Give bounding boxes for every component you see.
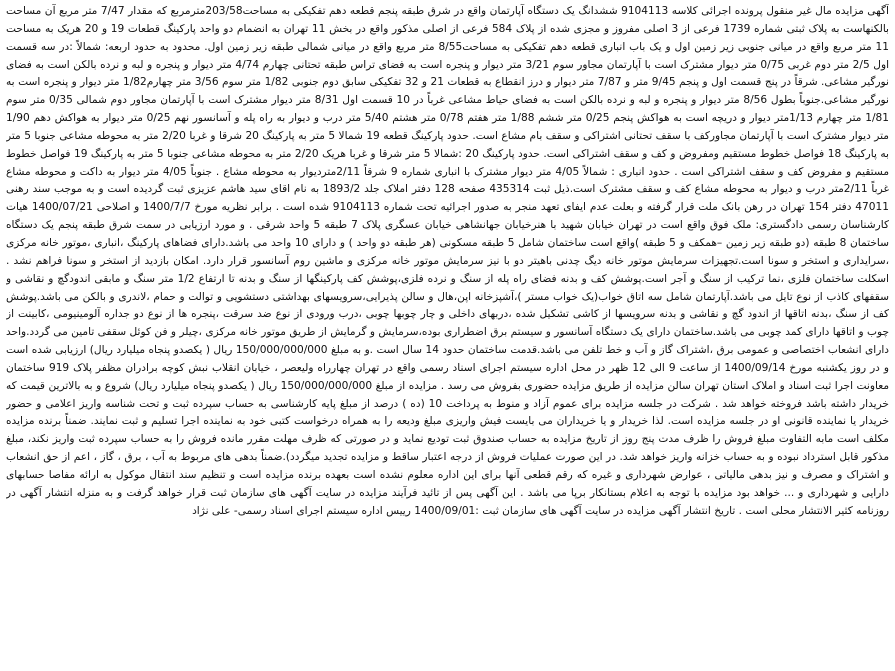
auction-notice-text: آگهی مزایده مال غیر منقول پرونده اجرائی کلاسه 9104113 ششدانگ یک دستگاه آپارتمان واقع در شرق طبقه پنجم قطعه دهم تفکیکی به مساحت203/58مترمربع که مقدار 7/47 متر مربع آن مساحت بالکنهاست به پلاک ثبتی شماره 1739 فرعی از 3 اصلی مفروز و مجزی شده از پلاک 584 فرعی از اصلی مذکور واقع در بخش 11 تهران به انضمام دو واحد پارکینگ قطعات 19 و 20 هریک به مساحت 11 متر مربع واقع در میانی جنوبی زیر زمین اول و یک باب انباری قطعه دهم تفکیکی به مساحت8/55 متر مربع واقع در میانی شمالی طبقه زیر زمین اول. محدود به حدود اربعه: شمالاً :در سه قسمت اول 2/5 متر دوم غربی 0/75 متر دیوار مشترک است با آپارتمان مجاور سوم 3/21 متر دیوار و پنجره است به فضای تراس طبقه تحتانی چهارم 4/74 متر دیوار و پنجره و لبه و نرده بالکن است به فضای نورگیر مشاعی. شرقاً در پنج قسمت اول و پنجم 9/45 متر و 7/87 متر دیوار و درز انقطاع به قطعات 21 و 32 تفکیکی سابق دوم جنوبی 1/82 متر سوم 3/56 متر چهارم1/82 متر دیوار و پنجره است به نورگیر مشاعی.جنوباً بطول 8/56 متر دیوار و پنجره و لبه و نرده بالکن است به فضای حیاط مشاعی غرباً در 10 قسمت اول 8/31 متر دیوار مشترک است با آپارتمان مجاور دوم شمالی 0/35 متر سوم 1/81 متر چهارم 1/13متر دیوار و دریچه است به هواکش پنجم 0/25 متر ششم 1/88 متر هفتم 0/78 متر هشتم 5/40 متر درب و دیوار به راه پله و آسانسور نهم 0/25 متر دیوار به هواکش دهم 1/90 متر دیوار مشترک است با آپارتمان مجاورکف با سقف تحتانی اشتراکی و سقف بام مشاع است. حدود پارکینگ قطعه 19 شمالا 5 متر به پارکینگ 20 شرقا و غربا 2/20 متر به محوطه مشاعی جنوبا 5 متر به پارکینگ 18 فواصل خطوط مستقیم ومفروض و کف و سقف اشتراکی است. حدود پارکینگ 20 :شمالا 5 متر شرقا و غربا هریک 2/20 متر به محوطه مشاعی جنوبا 5 متر به پارکینگ 19 فواصل خطوط مستقیم و مفروض کف و سقف اشتراکی است . حدود انباری : شمالاً 4/05 متر دیوار مشترک با انباری شماره 9 شرقاً 2/11متردیوار به محوطه مشاع . جنوباً 4/05 متر دیوار به داکت و محوطه مشاع غرباً 2/11متر درب و دیوار به محوطه مشاع کف و سقف مشترک است.ذیل ثبت 435314 صفحه 128 دفتر املاک جلد 1893/2 به نام اقای سید هاشم عزیزی ثبت گردیده است و به موجب سند رهنی 47011 دفتر 154 تهران در رهن بانک ملت قرار گرفته و بعلت عدم ایفای تعهد منجر به صدور اجرائیه تحت شماره 9104113 شده است . برابر نظریه مورخ 1400/7/7 و اصلاحی 1400/07/21 هیات کارشناسان رسمی دادگستری: ملک فوق واقع است در تهران خیابان شهید با هنرخیابان جهانشاهی خیابان عسگری پلاک 7 طبقه 5 واحد شرقی . و مورد ارزیابی در سمت شرق طبقه پنجم یک دستگاه ساختمان 8 طبقه (دو طبقه زیر زمین –همکف و 5 طبقه )واقع است ساختمان شامل 5 طبقه مسکونی (هر طبقه دو واحد ) و دارای 10 واحد می باشد.دارای فضاهای پارکینگ ،انباری ،موتور خانه مرکزی ،سرایداری و استخر و سونا است.تجهیزات سرمایش موتور خانه دیگ چدنی باهیتر دو با نیز سرمایش موتور خانه مرکزی و ماشین روم آسانسور قرار دارد. امکان بازدید از استخر و سونا فراهم نشد . اسکلت ساختمان فلزی ،نما ترکیب از سنگ و آجر است.پوشش کف و بدنه فضای راه پله از سنگ و نرده فلزی،پوشش کف پارکینگها از سنگ و بدنه تا ارتفاع 1/2 متر سنگ و مابقی اندودگچ و نقاشی و سقفهای کاذب از نوع تایل می باشد.آپارتمان شامل سه اتاق خواب(یک خواب مستر )،آشپزخانه اپن،هال و سالن پذیرایی،سرویسهای بهداشتی دستشویی و توالت و حمام ،لاندری و بالکن می باشد.پوشش کف از سنگ ،بدنه اتاقها از اندود گچ و نقاشی و بدنه سرویسها از کاشی تشکیل شده ،دربهای داخلی و چار چوبها چوبی ،درب ورودی از نوع ضد سرقت ،پنجره ها از نوع دو جداره آلومینیومی ،کابینت از چوب و اتاقها دارای کمد چوبی می باشد.ساختمان دارای یک دستگاه آسانسور و سیستم برق اضطراری بوده،سرمایش و گرمایش از طریق موتور خانه مرکزی ،چیلر و فن کوئل سقفی تامین می گردد.واحد دارای انشعاب اختصاصی و عمومی برق ،اشتراک گاز و آب و خط تلفن می باشد.قدمت ساختمان حدود 14 سال است .و به مبلغ 150/000/000/000 ریال ( یکصدو پنجاه میلیارد ریال) ارزیابی شده است و در روز یکشنبه مورخ 1400/09/14 از ساعت 9 الی 12 ظهر در محل اداره سیستم اجرای اسناد رسمی واقع در تهران چهارراه ولیعصر ، خیابان انقلاب نبش کوچه برادران مظفر پلاک 919 ساختمان معاونت اجرا ثبت اسناد و املاک استان تهران سالن مزایده از طریق مزایده حضوری بفروش می رسد . مزایده از مبلغ 150/000/000/000 ریال ( یکصدو پنجاه میلیارد ریال) شروع و به بالاترین قیمت که خریدار داشته باشد فروخته خواهد شد . شرکت در جلسه مزایده برای عموم آزاد و منوط به پرداخت 10 (ده ) درصد از مبلغ پایه کارشناسی به حساب سپرده ثبت و تحت شناسه واریز اعلامی و حضور خریدار یا نماینده قانونی او در جلسه مزایده است. لذا خریدار و یا خریداران می بایست فیش واریزی مبلغ ودیعه را به همراه درخواست کتبی خود به نماینده اجرا تسلیم و ثبت نمایند. ضمناً برنده مزایده مکلف است مابه التفاوت مبلغ فروش را ظرف مدت پنج روز از تاریخ مزایده به حساب صندوق ثبت تودیع نماید و در صورتی که ظرف مهلت مقرر مانده فروش را به حساب سپرده ثبت واریز نکند، مبلغ مذکور قابل استرداد نبوده و به حساب خزانه واریز خواهد شد. در این صورت عملیات فروش از درجه اعتبار ساقط و مزایده تجدید میگردد).ضمناً بدهی های مربوط به آب ، برق ، گاز ، اعم از حق انشعاب و اشتراک و مصرف و نیز بدهی مالیاتی ، عوارض شهرداری و غیره که رقم قطعی آنها برای این اداره معلوم نشده است بعهده برنده مزایده است و تنظیم سند انتقال موکول به ارائه مفاصا حسابهای دارایی و شهرداری و ... خواهد بود مزایده با توجه به اعلام بستانکار برپا می باشد . این آگهی پس از تائید فرآیند مزایده در سایت آگهی های سازمان ثبت قرار خواهد گرفت و به منزله انتشار آگهی در روزنامه کثیر الانتشار محلی است . تاریخ انتشار آگهی مزایده در سایت آگهی های سازمان ثبت :1400/09/01 رییس اداره سیستم اجرای اسناد رسمی- علی نژاد bbox=[6, 5, 889, 517]
auction-notice bbox=[6, 3, 889, 667]
